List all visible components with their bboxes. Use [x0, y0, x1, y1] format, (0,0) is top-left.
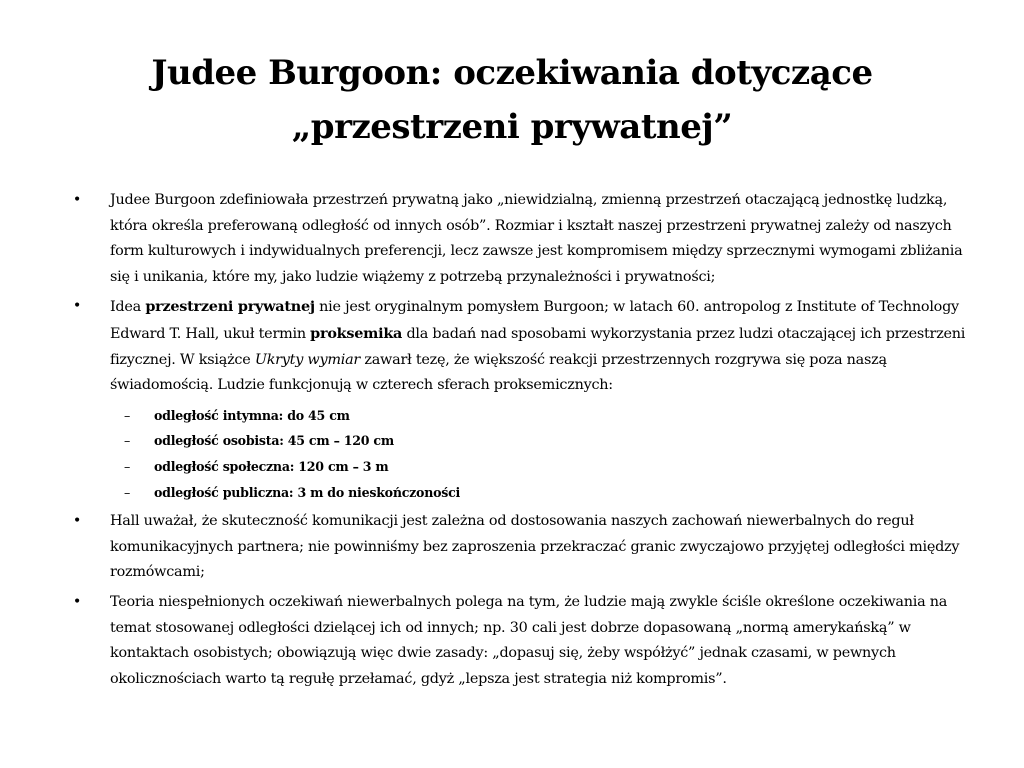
sub-item-text: odległość intymna: do 45 cm: [154, 407, 350, 423]
sub-item-text: odległość osobista: 45 cm – 120 cm: [154, 433, 394, 449]
sub-item-intimate: [110, 403, 976, 429]
sub-item-text: odległość publiczna: 3 m do nieskończoności: [154, 484, 461, 500]
bullet-item-2: [66, 294, 976, 505]
bullet-2-bold-term-proxemics: proksemika: [310, 324, 403, 342]
dash-icon: –: [124, 407, 131, 423]
sub-item-text: odległość społeczna: 120 cm – 3 m: [154, 458, 389, 474]
bullet-text-2: [110, 299, 965, 393]
dash-icon: –: [124, 458, 131, 474]
bullet-item-4: [66, 590, 976, 692]
bullet-2-part-3: dla badań nad sposobami wykorzystania przez ludzi otaczającej ich przestrzeni fizycznej. W książce: [110, 325, 966, 368]
dash-icon: –: [124, 484, 131, 500]
sub-item-social: [110, 454, 976, 480]
bullet-icon: •: [72, 192, 82, 208]
bullet-item-1: [66, 188, 976, 290]
bullet-text-4: Teoria niespełnionych oczekiwań niewerbalnych polega na tym, że ludzie mają zwykle ściśle określone oczekiwania na temat stosowanej odległości dzielącej ich od innych; np. 30 cali jest dobrze dopasowaną „normą amerykańską” w kontaktach osobistych; obowiązują więc dwie zasady: „dopasuj się, żeby współżyć” jednak czasami, w pewnych okolicznościach warto tą regułę przełamać, gdyż „lepsza jest strategia niż kompromis”.: [110, 593, 948, 687]
bullet-2-part-1: Idea: [110, 299, 146, 316]
bullet-text-1: Judee Burgoon zdefiniowała przestrzeń prywatną jako „niewidzialną, zmienną przestrzeń otaczającą jednostkę ludzką, która określa preferowaną odległość od innych osób”. Rozmiar i kształt naszej przestrzeni prywatnej zależy od naszych form kulturowych i indywidualnych preferencji, lecz zawsze jest kompromisem między sprzecznymi wymogami zbliżania się i unikania, które my, jako ludzie wiążemy z potrzebą przynależności i prywatności;: [110, 192, 963, 285]
bullet-icon: •: [72, 513, 82, 530]
dash-icon: –: [124, 433, 131, 449]
proxemic-zones-list: [110, 403, 976, 505]
sub-item-personal: [110, 428, 976, 454]
sub-item-public: [110, 480, 976, 506]
bullet-2-book-title: Ukryty wymiar: [254, 351, 361, 368]
bullet-icon: •: [72, 298, 82, 315]
bullet-item-3: [66, 509, 976, 586]
slide-title-line-1: Judee Burgoon: oczekiwania dotyczące: [151, 53, 873, 93]
bullet-2-part-4: zawarł tezę, że większość reakcji przestrzennych rozgrywa się poza naszą świadomością. Ludzie funkcjonują w czterech sferach proksemicznych:: [110, 351, 887, 394]
bullet-text-3: Hall uważał, że skuteczność komunikacji jest zależna od dostosowania naszych zachowań niewerbalnych do reguł komunikacyjnych partnera; nie powinniśmy bez zaproszenia przekraczać granic zwyczajowo przyjętej odległości między rozmówcami;: [110, 513, 960, 581]
bullet-icon: •: [72, 593, 82, 610]
slide-title: [60, 46, 964, 154]
slide-title-line-2: „przestrzeni prywatnej”: [291, 107, 733, 147]
bullet-list: [66, 188, 976, 696]
bullet-2-bold-term-private-space: przestrzeni prywatnej: [145, 298, 315, 316]
bullet-2-part-2: nie jest oryginalnym pomysłem Burgoon; w latach 60. antropolog z Institute of Technology Edward T. Hall, ukuł termin: [110, 299, 959, 342]
